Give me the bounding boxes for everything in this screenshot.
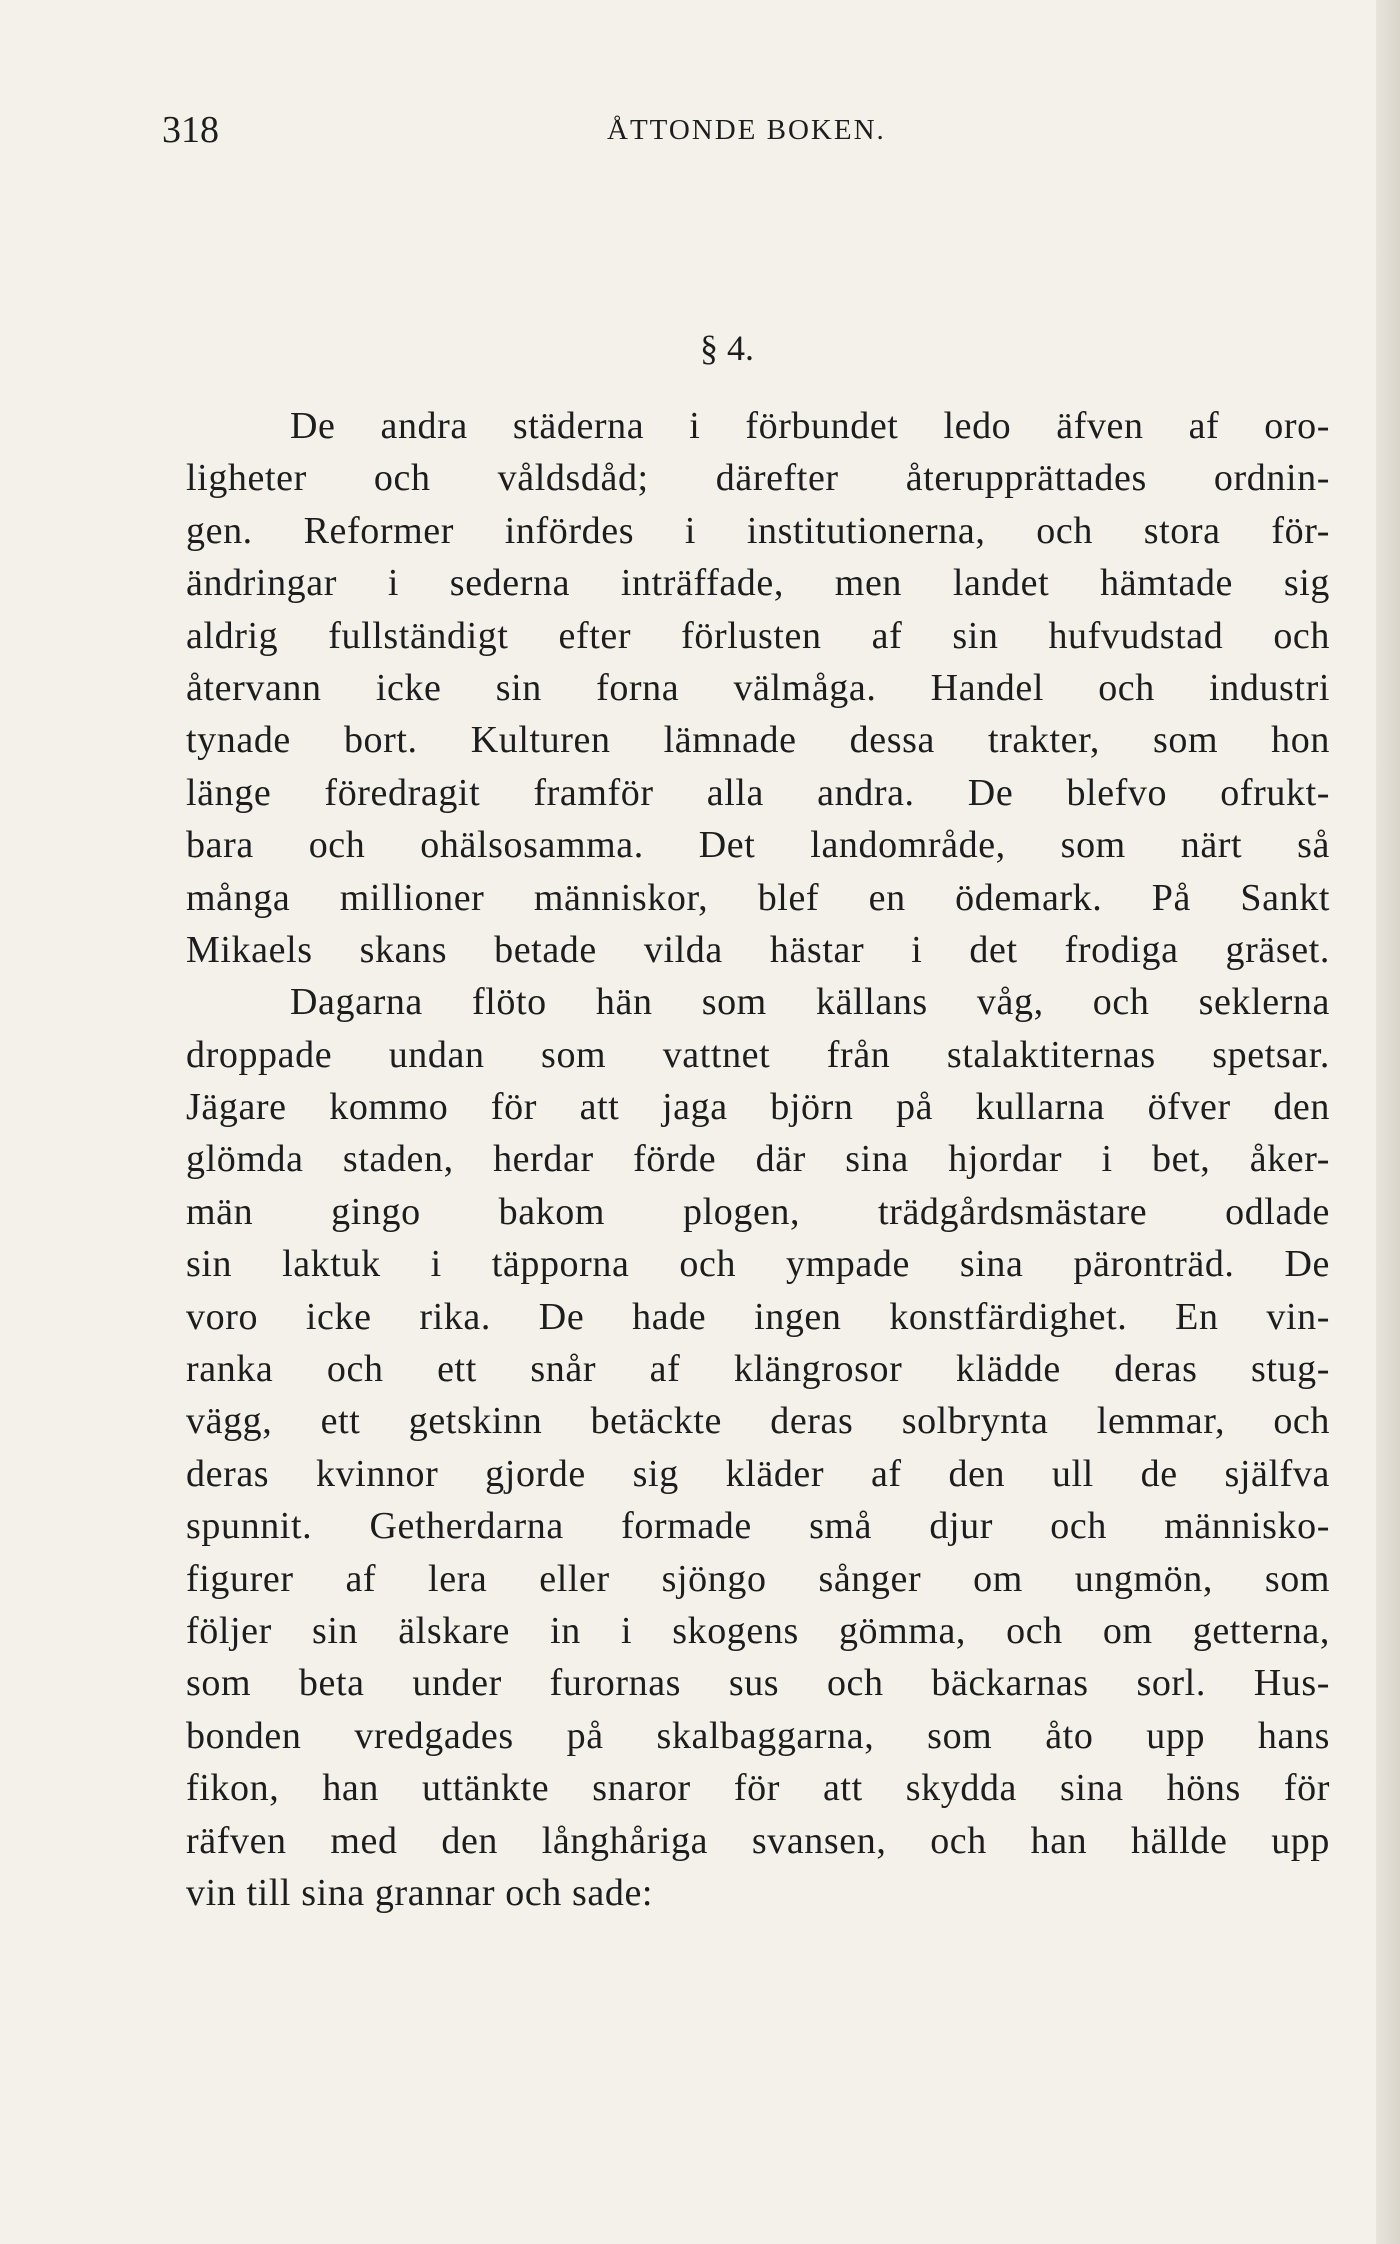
text-line: ändringar i sederna inträffade, men landet hämtade sig [186, 562, 1330, 605]
text-line: ligheter och våldsdåd; därefter återupprättades ordnin- [186, 457, 1330, 500]
text-line: De andra städerna i förbundet ledo äfven af oro- [290, 405, 1330, 447]
text-line: vägg, ett getskinn betäckte deras solbrynta lemmar, och [186, 1400, 1330, 1443]
text-line: Jägare kommo för att jaga björn på kullarna öfver den [186, 1086, 1330, 1129]
text-line: räfven med den långhåriga svansen, och han hällde upp [186, 1819, 1330, 1862]
text-line: bara och ohälsosamma. Det landområde, som närt så [186, 824, 1330, 867]
text-line: Mikaels skans betade vilda hästar i det frodiga gräset. [186, 928, 1330, 971]
running-head [162, 108, 1342, 158]
text-line: gen. Reformer infördes i institutionerna, och stora för- [186, 509, 1330, 552]
section-heading: § 4. [700, 328, 754, 368]
text-line: som beta under furornas sus och bäckarnas sorl. Hus- [186, 1662, 1330, 1705]
body-text [186, 400, 1330, 1919]
text-line: ranka och ett snår af klängrosor klädde deras stug- [186, 1348, 1330, 1391]
page-number: 318 [162, 109, 219, 151]
text-line: länge föredragit framför alla andra. De blefvo ofrukt- [186, 771, 1330, 814]
text-line: vin till sina grannar och sade: [186, 1871, 654, 1914]
text-line: fikon, han uttänkte snaror för att skydda sina höns för [186, 1767, 1330, 1810]
text-line: bonden vredgades på skalbaggarna, som åto upp hans [186, 1714, 1330, 1757]
running-title: ÅTTONDE BOKEN. [607, 114, 886, 146]
text-line: många millioner människor, blef en ödemark. På Sankt [186, 876, 1330, 919]
text-line: glömda staden, herdar förde där sina hjordar i bet, åker- [186, 1138, 1330, 1181]
text-line: spunnit. Getherdarna formade små djur och människo- [186, 1505, 1330, 1548]
text-line: voro icke rika. De hade ingen konstfärdighet. En vin- [186, 1295, 1330, 1338]
text-line: tynade bort. Kulturen lämnade dessa trakter, som hon [186, 719, 1330, 762]
page-edge [1376, 0, 1400, 2244]
text-line: män gingo bakom plogen, trädgårdsmästare odlade [186, 1190, 1330, 1233]
text-line: sin laktuk i täpporna och ympade sina päronträd. De [186, 1243, 1330, 1286]
text-line: aldrig fullständigt efter förlusten af sin hufvudstad och [186, 614, 1330, 657]
text-line: Dagarna flöto hän som källans våg, och seklerna [290, 981, 1330, 1024]
text-line: följer sin älskare in i skogens gömma, och om getterna, [186, 1609, 1330, 1652]
text-line: droppade undan som vattnet från stalaktiternas spetsar. [186, 1033, 1330, 1076]
text-line: återvann icke sin forna välmåga. Handel och industri [186, 666, 1330, 709]
text-line: figurer af lera eller sjöngo sånger om ungmön, som [186, 1557, 1330, 1600]
text-line: deras kvinnor gjorde sig kläder af den ull de själfva [186, 1452, 1330, 1495]
